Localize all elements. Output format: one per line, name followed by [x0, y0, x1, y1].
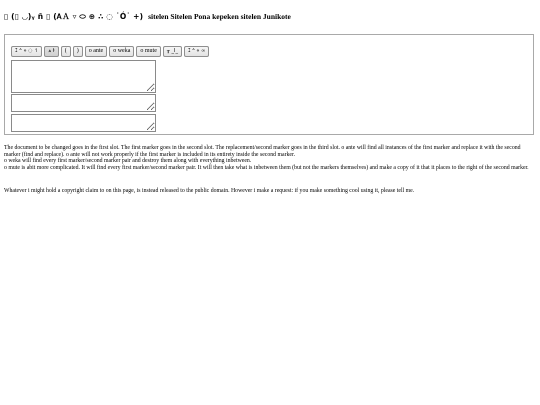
title-text: sitelen Sitelen Pona kepeken sitelen Junikote [148, 12, 291, 21]
o-ante-button[interactable]: o ante [85, 46, 108, 57]
toolbar [11, 46, 209, 57]
o-mute-button[interactable]: o mute [136, 46, 161, 57]
instructions-line-3: o mute is abit more complicated. It will find every first marker/second marker pair. It will then take what is inbetween them (but not the markers themselves) and make a copy of it that it places to the right of the second marker. [4, 164, 529, 171]
close-paren-button[interactable]: ) [73, 46, 83, 57]
instructions-line-2: o weka will find every first marker/second marker pair and destroy them along with everything inbetween. [4, 158, 252, 164]
insert-glyph-group-button-4[interactable]: ꕯ ᐞ ⋄ ∞ [184, 46, 209, 57]
insert-glyph-group-button-2[interactable]: ⩓ ɫ [44, 46, 58, 57]
title-glyphs: ▯ (▯ ◡)ᵧ ñ ▯ (ᎪＡ ▿ ⬭ ⊕ ∴ ◌ ˙Ó˙ +) [4, 12, 144, 21]
editor-panel [4, 34, 534, 135]
instructions [4, 145, 534, 171]
o-weka-button[interactable]: o weka [109, 46, 134, 57]
copyright-notice: Whatever i might hold a copyright claim to on this page, is instead released to the public domain. However i make a request: if you make something cool using it, please tell me. [4, 188, 415, 194]
open-paren-button[interactable]: ( [61, 46, 71, 57]
instructions-line-1: The document to be changed goes in the first slot. The first marker goes in the second slot. The replacement/second marker goes in the third slot. o ante will find all instances of the first marker and replace it with the second marker (find and replace). o ante will not work properly if the first marker is included in its entirety inside the second marker. [4, 145, 521, 158]
insert-glyph-group-button-3[interactable]: ╥ _Ι_ [163, 46, 182, 57]
first-marker-textarea[interactable] [11, 94, 156, 112]
document-textarea[interactable] [11, 60, 156, 93]
second-marker-textarea[interactable] [11, 114, 156, 132]
page-title [4, 11, 291, 22]
insert-glyph-group-button-1[interactable]: ꕯ ᐞ ⋄ ◌ ↿ [11, 46, 42, 57]
